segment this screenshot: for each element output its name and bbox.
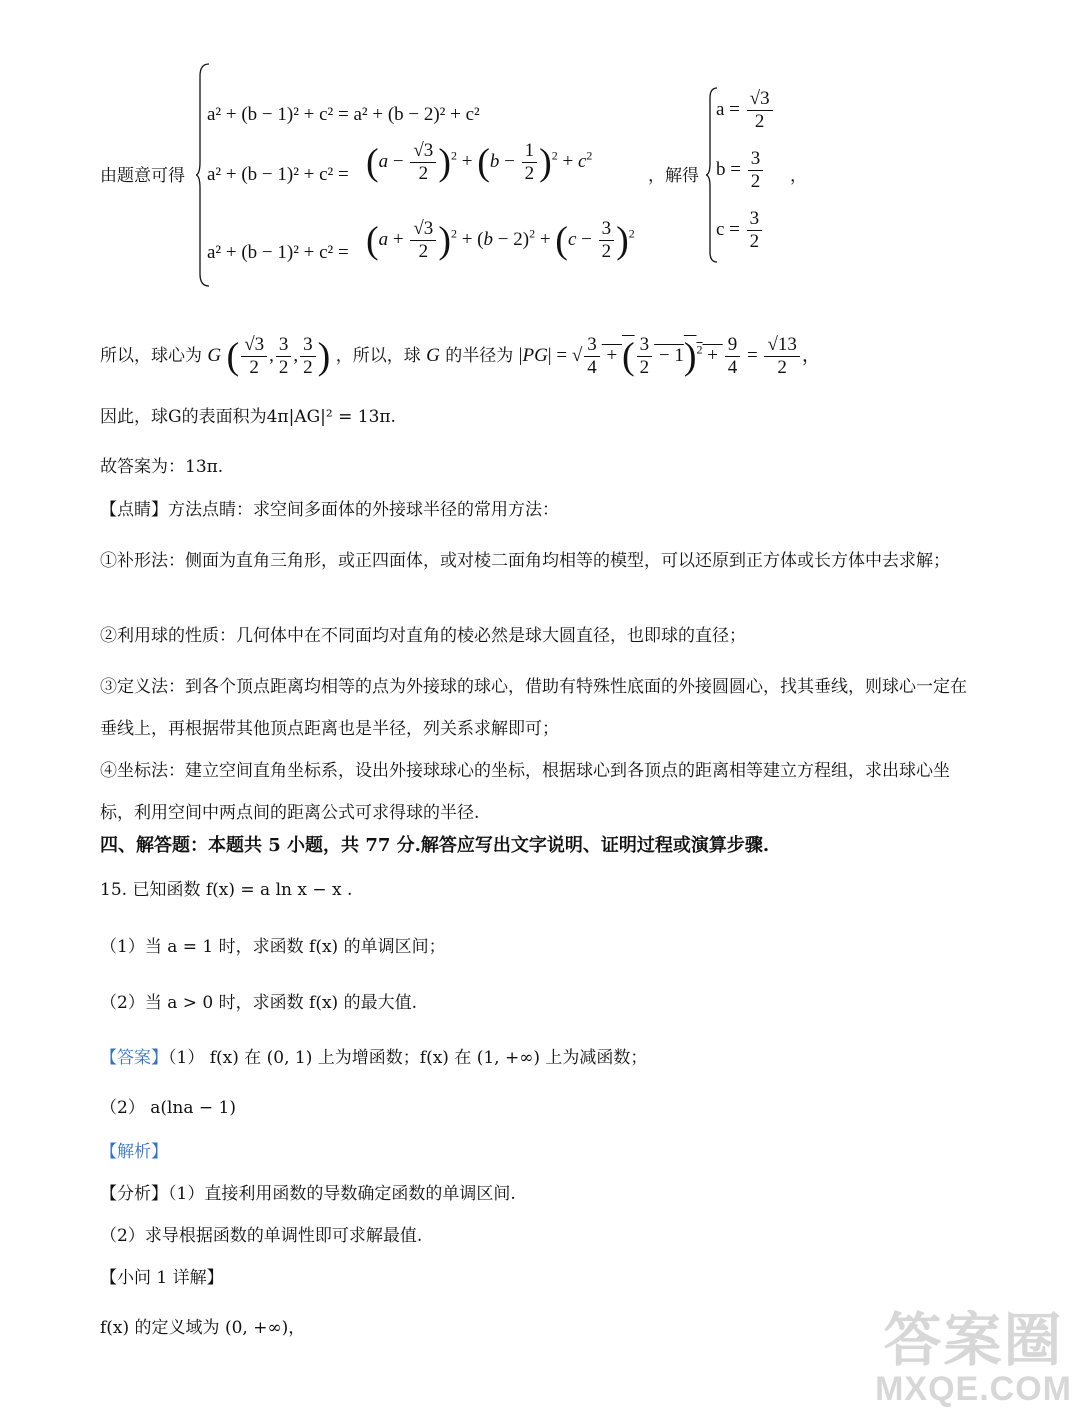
fenxi-2: （2）求导根据函数的单调性即可求解最值. [100,1226,423,1246]
watermark-top: 答案圈 [883,1308,1064,1373]
tip-title: 【点睛】 [100,500,168,520]
watermark-bottom: MXQE.COM [875,1370,1072,1408]
system-intro: 由题意可得 [100,166,185,186]
tip-item-2: ②利用球的性质：几何体中在不同面均对直角的棱必然是球大圆直径，也即球的直径； [100,626,746,646]
section-title: 四、解答题：本题共 5 小题，共 77 分.解答应写出文字说明、证明过程或演算步骤. [100,835,770,856]
system-eq-1: a² + (b − 1)² + c² = a² + (b − 2)² + c² [207,104,480,125]
tip-item-4: ④坐标法：建立空间直角坐标系，设出外接球球心的坐标，根据球心到各顶点的距离相等建立方程组，求出球心坐标，利用空间中两点间的距离公式可求得球的半径. [100,761,950,823]
tip-intro: 方法点睛：求空间多面体的外接球半径的常用方法： [168,500,559,520]
question-15-part-2: （2）当 a > 0 时，求函数 f(x) 的最大值. [100,993,417,1013]
question-15: 15. 已知函数 f(x) = a ln x − x . [100,880,353,900]
solution-b: b = $\frac{3}{2}$ [716,148,765,193]
answer-part-2: （2） a(lna − 1) [100,1098,237,1118]
system-comma: ， [790,166,807,186]
tip-heading [100,498,559,522]
solution-a: a = $\frac{√3}{2}$ [716,88,775,133]
center-text-1: 所以，球心为 [100,345,202,366]
fenxi-1: （1）直接利用函数的导数确定函数的单调区间. [168,1184,516,1204]
analysis-label: 【解析】 [100,1142,168,1162]
subquestion-1-label: 【小问 1 详解】 [100,1268,224,1288]
solution-a-label: a = [716,98,740,120]
answer-part-1: （1） f(x) 在 (0, 1) 上为增函数；f(x) 在 (1, +∞) 上为减函数； [168,1048,648,1068]
system-eq-2-right: (a − $\frac{√3}{2}$ )$^2$ + (b − $\frac{1}{2}$ )$^2 + c^2$ [366,140,593,184]
fenxi-label: 【分析】 [100,1184,168,1204]
system-eq-3-right: (a + $\frac{√3}{2}$ )$^2 + (b - 2)^2 + (c$ − $\frac{3}{2}$ )$^2$ [366,218,635,262]
watermark [875,1308,1072,1408]
fenxi-block [100,1182,516,1206]
system-eq-2-left: a² + (b − 1)² + c² = [207,164,349,185]
solution-c: c = $\frac{3}{2}$ [716,208,764,253]
domain-line: f(x) 的定义域为 (0, +∞)， [100,1318,306,1338]
system-solve-label: ，解得 [648,166,699,186]
tip-item-3: ③定义法：到各个顶点距离均相等的点为外接球的球心，借助有特殊性底面的外接圆圆心，找其垂线，则球心一定在垂线上，再根据带其他顶点距离也是半径，列关系求解即可； [100,677,967,739]
center-line: 所以，球心为 G ( $\frac{√3}{2}$ , $\frac{3}{2}$ , $\frac{3}{2}$ ) ，所以，球 G 的半径为 |PG| = √ $\frac{3}{4}$ + ( $\frac{3}{2}$ − 1)$^2$ + $\frac{9}{4}$ = $\frac{√13}{2}$ ， [100,334,821,378]
center-text-3: 的半径为 [445,345,514,366]
answer-line: 故答案为：13π. [100,457,224,477]
center-text-2: ，所以，球 [335,345,421,366]
question-15-part-1: （1）当 a = 1 时，求函数 f(x) 的单调区间； [100,937,446,957]
solution-c-label: c = [716,218,740,240]
answer-label: 【答案】 [100,1048,168,1068]
answer-block [100,1046,647,1070]
system-eq-3-left: a² + (b − 1)² + c² = [207,242,349,263]
solution-b-label: b = [716,158,741,180]
tip-item-1: ①补形法：侧面为直角三角形，或正四面体，或对棱二面角均相等的模型，可以还原到正方体或长方体中去求解； [100,551,950,571]
area-line: 因此，球G的表面积为4π|AG|² = 13π. [100,407,396,427]
